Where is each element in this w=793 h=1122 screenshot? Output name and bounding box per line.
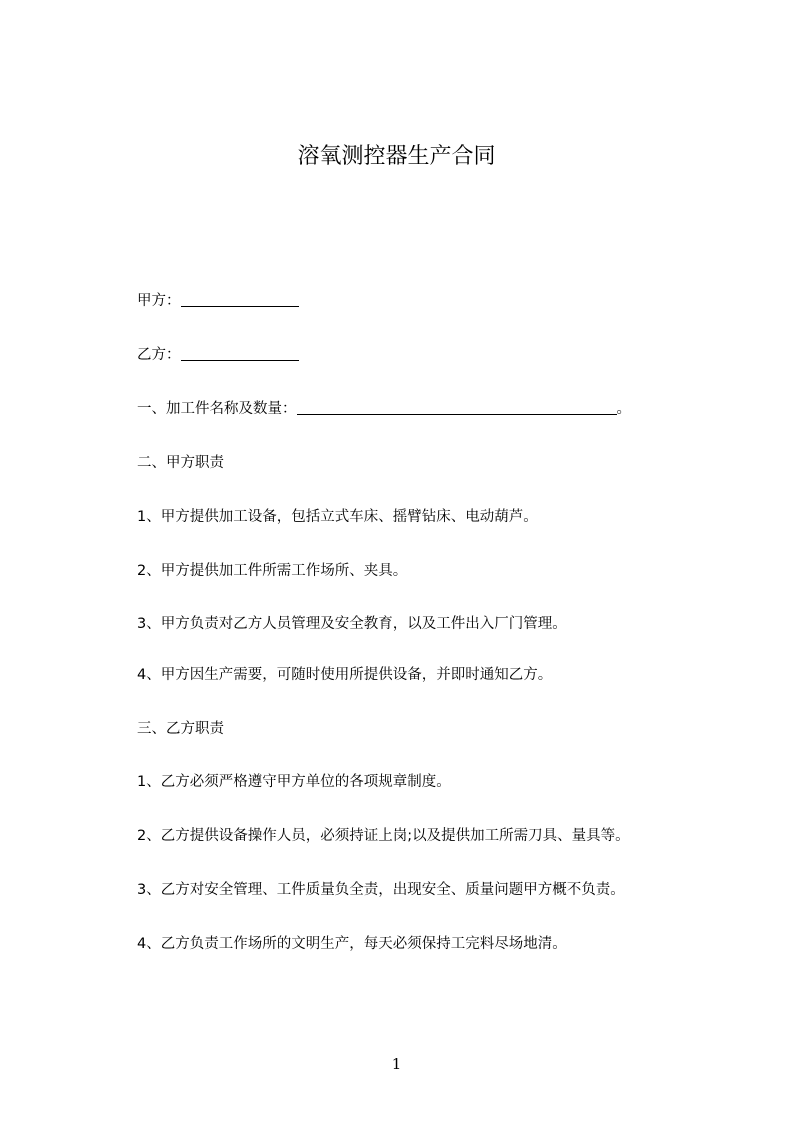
clause: 1、乙方必须严格遵守甲方单位的各项规章制度。 — [137, 774, 451, 790]
clause: 4、甲方因生产需要，可随时使用所提供设备，并即时通知乙方。 — [137, 667, 553, 683]
clause: 2、甲方提供加工件所需工作场所、夹具。 — [137, 563, 408, 579]
party-b-blank — [181, 346, 299, 361]
page-number: 1 — [391, 1055, 402, 1073]
item-blank — [297, 400, 617, 415]
item-line — [137, 399, 631, 419]
clause: 3、甲方负责对乙方人员管理及安全教育，以及工件出入厂门管理。 — [137, 616, 567, 632]
clause: 4、乙方负责工作场所的文明生产，每天必须保持工完料尽场地清。 — [137, 936, 567, 952]
item-label: 一、加工件名称及数量： — [137, 401, 297, 417]
party-b-label: 乙方： — [137, 347, 181, 363]
section-heading-party-b: 三、乙方职责 — [137, 721, 224, 737]
clause: 2、乙方提供设备操作人员，必须持证上岗;以及提供加工所需刀具、量具等。 — [137, 828, 630, 844]
party-a-line — [137, 291, 299, 311]
party-a-blank — [181, 292, 299, 307]
clause: 1、甲方提供加工设备，包括立式车床、摇臂钻床、电动葫芦。 — [137, 509, 538, 525]
item-end: 。 — [616, 401, 631, 417]
section-heading-party-a: 二、甲方职责 — [137, 455, 224, 471]
party-b-line — [137, 345, 299, 365]
party-a-label: 甲方： — [137, 293, 181, 309]
document-title: 溶氧测控器生产合同 — [297, 144, 496, 169]
clause: 3、乙方对安全管理、工件质量负全责，出现安全、质量问题甲方概不负责。 — [137, 882, 625, 898]
